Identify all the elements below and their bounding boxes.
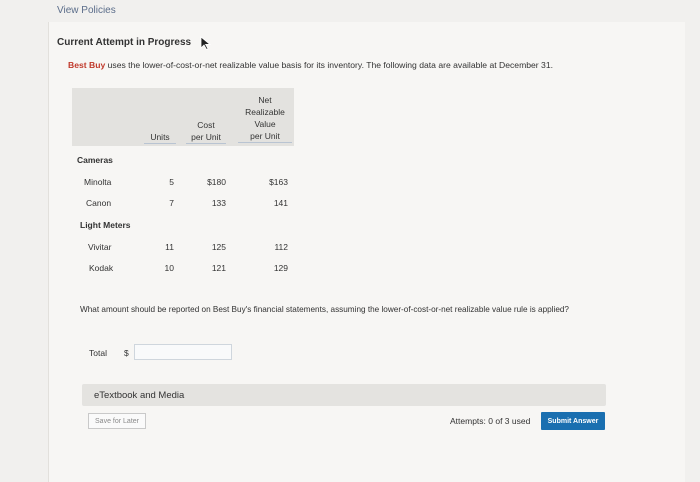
attempts-counter: Attempts: 0 of 3 used bbox=[450, 416, 531, 426]
total-amount-input[interactable] bbox=[134, 344, 232, 360]
header-nrv-per-unit bbox=[238, 94, 292, 143]
mouse-cursor-icon bbox=[200, 36, 212, 50]
header-units bbox=[144, 131, 176, 144]
save-for-later-button[interactable]: Save for Later bbox=[88, 413, 146, 429]
table-row-item: Minolta bbox=[84, 177, 112, 187]
header-cost-line1: Cost bbox=[197, 120, 215, 130]
table-row-nrv: 141 bbox=[273, 198, 288, 208]
table-row-units: 10 bbox=[164, 263, 174, 273]
category-label: Cameras bbox=[77, 155, 113, 165]
table-row-nrv: 129 bbox=[273, 263, 288, 273]
intro-text: uses the lower-of-cost-or-net realizable value basis for its inventory. The following data are available at December 31. bbox=[105, 60, 553, 70]
table-row-units: 7 bbox=[169, 198, 174, 208]
problem-intro bbox=[68, 60, 553, 70]
table-row-cost: 133 bbox=[211, 198, 226, 208]
header-nrv-line4: per Unit bbox=[250, 131, 280, 141]
table-row-units: 11 bbox=[165, 242, 174, 252]
header-nrv-line3: Value bbox=[254, 119, 276, 129]
table-row-units: 5 bbox=[169, 177, 174, 187]
header-underline bbox=[144, 143, 176, 144]
table-row-item: Canon bbox=[86, 198, 112, 208]
total-label: Total bbox=[89, 348, 107, 358]
header-underline bbox=[186, 143, 226, 144]
table-row-item: Vivitar bbox=[88, 242, 112, 252]
header-cost-line2: per Unit bbox=[191, 132, 221, 142]
header-units-label: Units bbox=[150, 132, 170, 142]
table-row-cost: $180 bbox=[207, 177, 226, 187]
table-row-item: Kodak bbox=[89, 263, 114, 273]
company-name: Best Buy bbox=[68, 60, 106, 70]
header-nrv-line2: Realizable bbox=[245, 107, 285, 117]
table-row-nrv: 112 bbox=[274, 242, 288, 252]
header-underline bbox=[238, 142, 292, 143]
header-nrv-line1: Net bbox=[258, 95, 272, 105]
etextbook-media-label: eTextbook and Media bbox=[94, 390, 185, 401]
table-row-nrv: $163 bbox=[269, 177, 288, 187]
category-label: Light Meters bbox=[80, 220, 131, 230]
table-row-cost: 125 bbox=[211, 242, 226, 252]
submit-answer-button[interactable]: Submit Answer bbox=[541, 412, 605, 430]
currency-symbol: $ bbox=[124, 348, 129, 358]
header-cost-per-unit bbox=[186, 119, 226, 144]
attempt-title: Current Attempt in Progress bbox=[57, 37, 192, 48]
question-text: What amount should be reported on Best Buy's financial statements, assuming the lower-of-cost-or-net realizable value rule is applied? bbox=[80, 305, 569, 314]
table-row-cost: 121 bbox=[211, 263, 226, 273]
view-policies-link[interactable]: View Policies bbox=[57, 5, 116, 16]
